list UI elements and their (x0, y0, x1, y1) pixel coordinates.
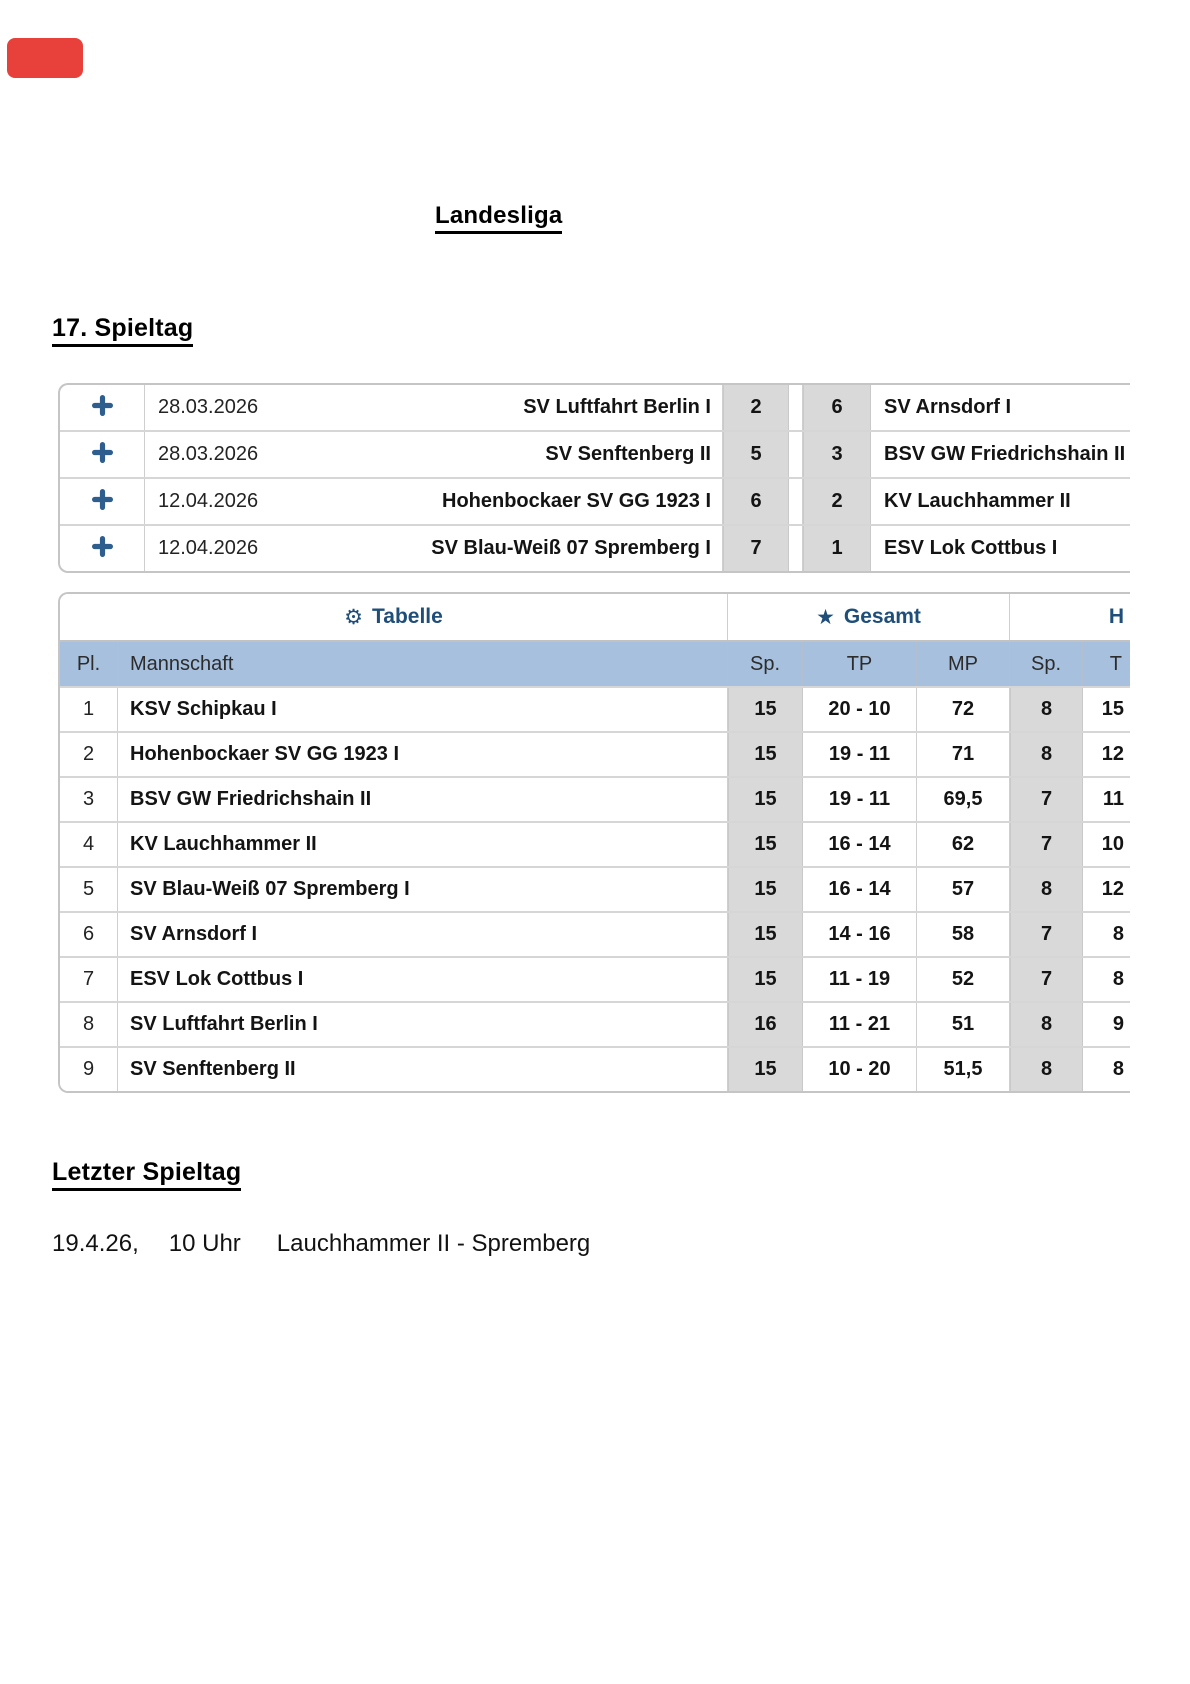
team-name: KV Lauchhammer II (118, 823, 728, 866)
rank: 2 (60, 733, 118, 776)
match-date: 28.03.2026 (158, 396, 259, 418)
standings-row (60, 686, 1130, 731)
home-score: 5 (723, 432, 789, 477)
rank: 3 (60, 778, 118, 821)
games-value: 15 (728, 823, 803, 866)
mp-value: 71 (917, 733, 1010, 776)
col-tp-home-cut: T (1109, 652, 1122, 675)
match-date: 28.03.2026 (158, 443, 259, 465)
match-row (60, 385, 1130, 430)
mp-value: 62 (917, 823, 1010, 866)
home-score: 7 (723, 526, 789, 571)
fixture-date: 19.4.26, (52, 1230, 139, 1257)
mp-value: 52 (917, 958, 1010, 1001)
col-tp: TP (803, 642, 917, 686)
standings-row (60, 1046, 1130, 1091)
rank: 4 (60, 823, 118, 866)
group-gesamt-label: Gesamt (843, 605, 921, 628)
games-home-value: 8 (1010, 733, 1083, 776)
away-team: ESV Lok Cottbus I (884, 537, 1058, 559)
col-mp: MP (917, 642, 1010, 686)
games-home-value: 8 (1010, 1003, 1083, 1046)
standings-row (60, 776, 1130, 821)
tp-home-value-cut: 11 (1102, 788, 1124, 810)
games-value: 15 (728, 1048, 803, 1091)
standings-row (60, 821, 1130, 866)
score-divider (789, 479, 803, 524)
group-heim-cut (1010, 594, 1130, 640)
games-value: 15 (728, 778, 803, 821)
standings-row (60, 1001, 1130, 1046)
games-value: 15 (728, 733, 803, 776)
away-team: BSV GW Friedrichshain II (884, 443, 1126, 465)
match-date: 12.04.2026 (158, 537, 259, 559)
results-table (58, 383, 1130, 573)
page-title: Landesliga (435, 202, 562, 234)
tp-home-value-cut: 8 (1112, 968, 1124, 990)
games-home-value: 8 (1010, 1048, 1083, 1091)
team-name: KSV Schipkau I (118, 688, 728, 731)
games-home-value: 8 (1010, 688, 1083, 731)
away-score: 2 (803, 479, 871, 524)
tp-value: 16 - 14 (803, 868, 917, 911)
away-score: 1 (803, 526, 871, 571)
standings-row (60, 866, 1130, 911)
plus-icon (91, 488, 114, 516)
games-value: 16 (728, 1003, 803, 1046)
next-fixture-line (52, 1230, 590, 1258)
match-row (60, 477, 1130, 524)
rank: 5 (60, 868, 118, 911)
rank: 7 (60, 958, 118, 1001)
tp-value: 19 - 11 (803, 778, 917, 821)
games-home-value: 7 (1010, 958, 1083, 1001)
home-team: SV Luftfahrt Berlin I (523, 396, 711, 418)
games-value: 15 (728, 868, 803, 911)
group-tabelle-label: Tabelle (372, 605, 443, 628)
rank: 1 (60, 688, 118, 731)
expand-match-button[interactable] (60, 479, 145, 524)
mp-value: 69,5 (917, 778, 1010, 821)
games-home-value: 7 (1010, 823, 1083, 866)
mp-value: 51 (917, 1003, 1010, 1046)
home-score: 6 (723, 479, 789, 524)
col-rank: Pl. (60, 642, 118, 686)
tp-value: 20 - 10 (803, 688, 917, 731)
plus-icon (91, 441, 114, 469)
group-heim-label: H (1108, 605, 1124, 628)
standings-table (58, 592, 1130, 1093)
match-row (60, 524, 1130, 571)
tp-home-value-cut: 15 (1101, 698, 1124, 720)
score-divider (789, 432, 803, 477)
team-name: SV Arnsdorf I (118, 913, 728, 956)
mp-value: 72 (917, 688, 1010, 731)
standings-row (60, 731, 1130, 776)
home-team: SV Blau-Weiß 07 Spremberg I (431, 537, 711, 559)
mp-value: 57 (917, 868, 1010, 911)
away-score: 3 (803, 432, 871, 477)
tp-home-value-cut: 12 (1101, 743, 1124, 765)
score-divider (789, 526, 803, 571)
standings-column-header (60, 640, 1130, 686)
expand-match-button[interactable] (60, 385, 145, 430)
score-divider (789, 385, 803, 430)
group-gesamt (728, 594, 1010, 640)
home-score: 2 (723, 385, 789, 430)
away-team: KV Lauchhammer II (884, 490, 1071, 512)
col-games-home: Sp. (1010, 642, 1083, 686)
games-value: 15 (728, 913, 803, 956)
tp-home-value-cut: 8 (1112, 1058, 1124, 1080)
standings-row (60, 956, 1130, 1001)
tp-value: 19 - 11 (803, 733, 917, 776)
away-score: 6 (803, 385, 871, 430)
match-date: 12.04.2026 (158, 490, 259, 512)
mp-value: 51,5 (917, 1048, 1010, 1091)
team-name: SV Senftenberg II (118, 1048, 728, 1091)
tp-value: 16 - 14 (803, 823, 917, 866)
standings-row (60, 911, 1130, 956)
games-home-value: 7 (1010, 778, 1083, 821)
tp-home-value-cut: 12 (1101, 878, 1124, 900)
tp-value: 10 - 20 (803, 1048, 917, 1091)
matchday-heading: 17. Spieltag (52, 314, 193, 347)
rank: 9 (60, 1048, 118, 1091)
games-home-value: 8 (1010, 868, 1083, 911)
home-team: Hohenbockaer SV GG 1923 I (442, 490, 711, 512)
tp-home-value-cut: 8 (1112, 923, 1124, 945)
group-tabelle (60, 594, 728, 640)
star-icon: ★ (816, 605, 835, 629)
team-name: ESV Lok Cottbus I (118, 958, 728, 1001)
team-name: Hohenbockaer SV GG 1923 I (118, 733, 728, 776)
fixture-time: 10 Uhr (168, 1230, 241, 1257)
expand-match-button[interactable] (60, 432, 145, 477)
team-name: SV Luftfahrt Berlin I (118, 1003, 728, 1046)
tp-home-value-cut: 10 (1101, 833, 1124, 855)
away-team: SV Arnsdorf I (884, 396, 1012, 418)
tp-value: 14 - 16 (803, 913, 917, 956)
standings-group-header (60, 594, 1130, 640)
last-matchday-heading: Letzter Spieltag (52, 1158, 241, 1191)
expand-match-button[interactable] (60, 526, 145, 571)
mp-value: 58 (917, 913, 1010, 956)
plus-icon (91, 535, 114, 563)
rank: 6 (60, 913, 118, 956)
team-name: SV Blau-Weiß 07 Spremberg I (118, 868, 728, 911)
plus-icon (91, 394, 114, 422)
col-games: Sp. (728, 642, 803, 686)
gear-icon: ⚙ (344, 605, 363, 629)
games-value: 15 (728, 958, 803, 1001)
col-team: Mannschaft (118, 642, 728, 686)
games-value: 15 (728, 688, 803, 731)
rank: 8 (60, 1003, 118, 1046)
tp-home-value-cut: 9 (1112, 1013, 1124, 1035)
tp-value: 11 - 19 (803, 958, 917, 1001)
games-home-value: 7 (1010, 913, 1083, 956)
fixture-teams: Lauchhammer II - Spremberg (276, 1230, 591, 1257)
team-name: BSV GW Friedrichshain II (118, 778, 728, 821)
home-team: SV Senftenberg II (545, 443, 711, 465)
tp-value: 11 - 21 (803, 1003, 917, 1046)
match-row (60, 430, 1130, 477)
red-marker-bar (7, 38, 83, 78)
